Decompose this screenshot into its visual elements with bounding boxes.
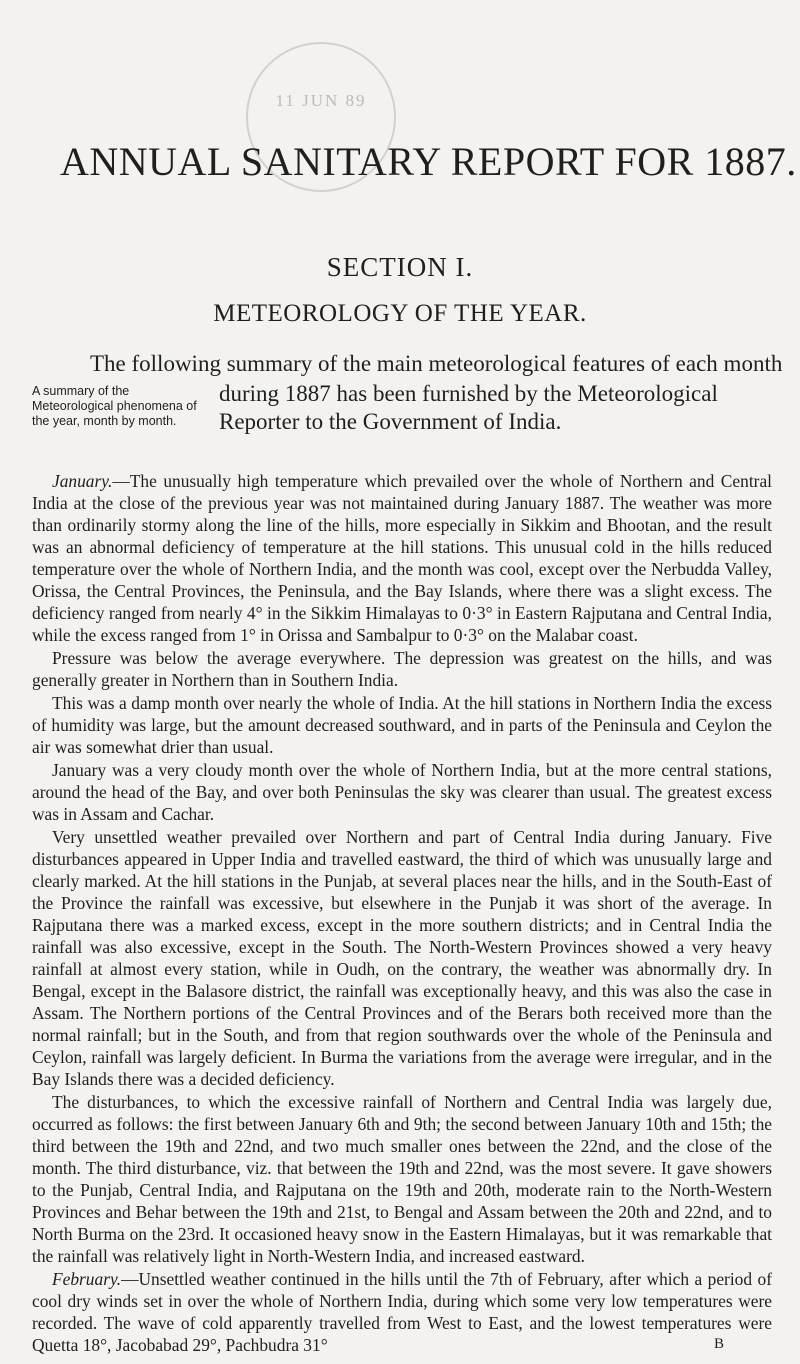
intro-text: during 1887 has been furnished by the Meteorological Reporter to the Government of India.: [219, 381, 718, 434]
paragraph-text: Very unsettled weather prevailed over Northern and part of Central India during January. Five disturbances appeared in Upper India and travelled eastward, the third of which was unusually large and clearly marked. At the hill stations in the Punjab, at several places near the hills, and in the South-East of the Province the rainfall was excessive, but elsewhere in the Punjab it was short of the average. In Rajputana there was a marked excess, except in the more southern districts; and in Central India the rainfall was also excessive, except in the South. The North-Western Provinces showed a very heavy rainfall at almost every station, while in Oudh, on the contrary, the weather was abnormally dry. In Bengal, except in the Balasore district, the rainfall was exceptionally heavy, and this was also the case in Assam. The Northern portions of the Central Provinces and of the Berars both received more than the normal rainfall; but in the South, and from that region southwards over the whole of the Peninsula and Ceylon, rainfall was largely deficient. In Burma the variations from the average were irregular, and in the Bay Islands there was a decided deficiency.: [32, 827, 772, 1089]
signature-mark: B: [714, 1336, 725, 1352]
paragraph-humidity: [32, 692, 772, 758]
month-label: February.: [52, 1269, 122, 1289]
paragraph-pressure: [32, 647, 772, 691]
margin-note: A summary of the Meteorological phenomena of the year, month by month.: [32, 384, 197, 428]
report-body: [32, 470, 772, 1357]
intro-block: [32, 350, 783, 438]
page-title: ANNUAL SANITARY REPORT FOR 1887.: [60, 139, 797, 184]
paragraph-rainfall: [32, 826, 772, 1090]
section-heading: METEOROLOGY OF THE YEAR.: [213, 300, 587, 327]
paragraph-text: —The unusually high temperature which prevailed over the whole of Northern and Central India at the close of the previous year was not maintained during January 1887. The weather was more than ordinarily stormy along the line of the hills, more especially in Sikkim and Bhootan, and the result was an abnormal deficiency of temperature at the hill stations. This unusual cold in the hills reduced temperature over the whole of Northern India, and the month was cool, except over the Nerbudda Valley, Orissa, the Central Provinces, the Peninsula, and the Bay Islands, where there was a slight excess. The deficiency ranged from nearly 4° in the Sikkim Himalayas to 0·3° in Eastern Rajputana and Central India, while the excess ranged from 1° in Orissa and Sambalpur to 0·3° on the Malabar coast.: [32, 471, 772, 645]
paragraph-february: [32, 1268, 772, 1356]
paragraph-text: This was a damp month over nearly the whole of India. At the hill stations in Northern India the excess of humidity was large, but the amount decreased southward, and in parts of the Peninsula and Ceylon the air was somewhat drier than usual.: [32, 693, 772, 757]
paragraph-text: The disturbances, to which the excessive rainfall of Northern and Central India was largely due, occurred as follows: the first between January 6th and 9th; the second between January 10th and 15th; the third between the 19th and 22nd, and two much smaller ones between the 22nd, and the close of the month. The third disturbance, viz. that between the 19th and 22nd, was the most severe. It gave showers to the Punjab, Central India, and Rajputana on the 19th and 20th, moderate rain to the North-Western Provinces and Behar between the 19th and 21st, to Bengal and Assam between the 20th and 22nd, and to North Burma on the 23rd. It occasioned heavy snow in the Eastern Himalayas, but it was remarkable that the rainfall was relatively light in North-Western India, and increased eastward.: [32, 1092, 772, 1266]
intro-lead: The following summary of the main meteorological features of each month: [90, 351, 783, 376]
paragraph-text: Pressure was below the average everywhere. The depression was greatest on the hills, and was generally greater in Northern than in Southern India.: [32, 648, 772, 690]
paragraph-disturbances: [32, 1091, 772, 1267]
section-number: SECTION I.: [326, 252, 474, 282]
library-stamp: 11 JUN 89: [246, 42, 396, 192]
intro-body: [32, 380, 772, 438]
paragraph-text: January was a very cloudy month over the whole of Northern India, but at the more central stations, around the head of the Bay, and over both Peninsulas the sky was clearer than usual. The greatest excess was in Assam and Cachar.: [32, 760, 772, 824]
month-label: January.: [52, 471, 113, 491]
paragraph-cloud: [32, 759, 772, 825]
paragraph-text: —Unsettled weather continued in the hills until the 7th of February, after which a period of cool dry winds set in over the whole of Northern India, during which some very low temperatures were recorded. The wave of cold apparently travelled from West to East, and the lowest temperatures were Quetta 18°, Jacobabad 29°, Pachbudra 31°: [32, 1269, 772, 1355]
paragraph-january: [32, 470, 772, 646]
